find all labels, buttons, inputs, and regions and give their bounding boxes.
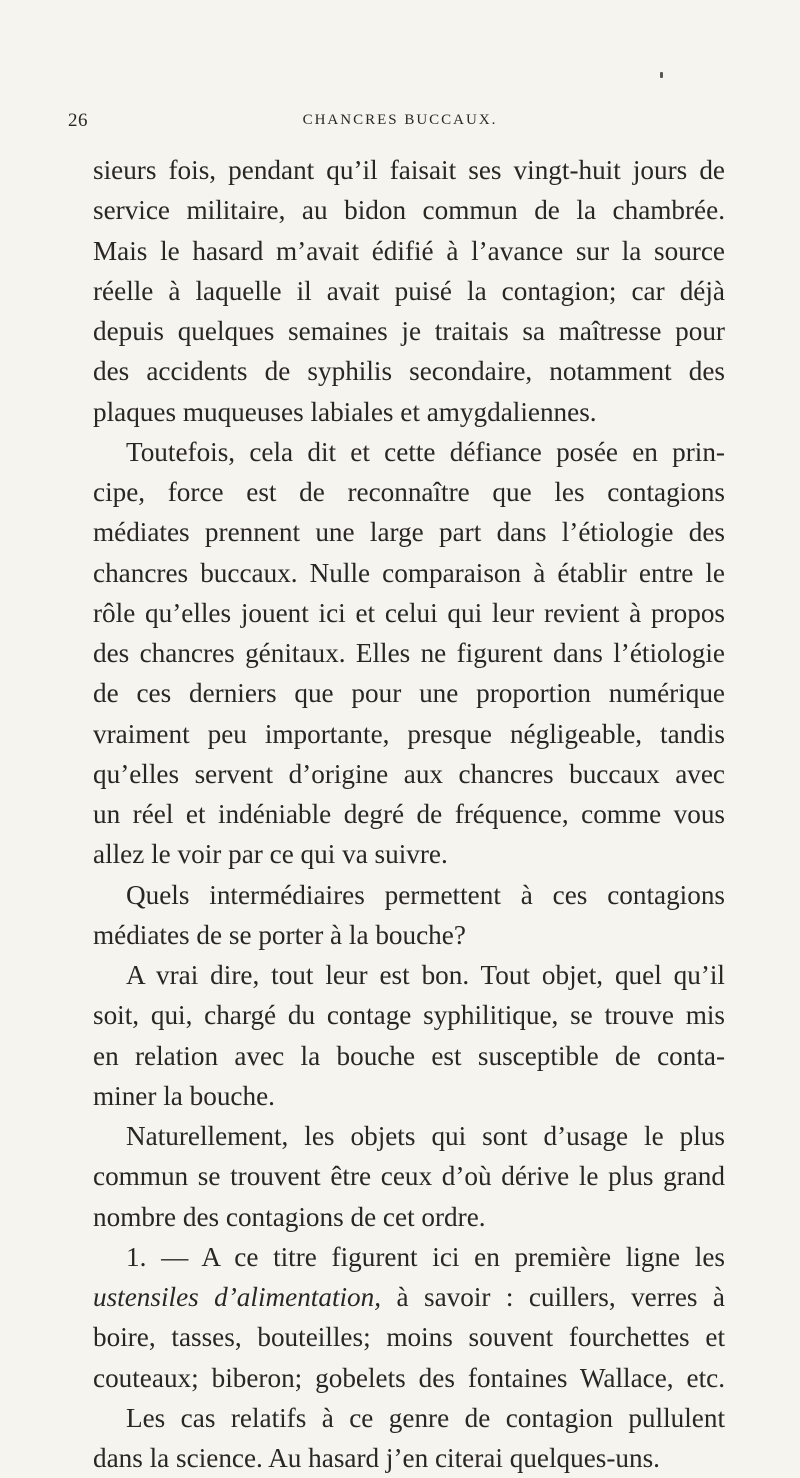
text-line: soit, qui, chargé du contage syphilitique, se trouve mis [93,1000,725,1031]
text-line: réelle à laquelle il avait puisé la contagion; car déjà [93,275,725,306]
ink-speck [660,72,663,78]
text-line: de ces derniers que pour une proportion numérique [93,678,725,709]
body-text [93,150,725,1478]
text-line: service militaire, au bidon commun de la chambrée. [93,195,725,226]
text-line: A vrai dire, tout leur est bon. Tout objet, quel qu’il [126,960,725,990]
text-line: dans la science. Au hasard j’en citerai quelques-uns. [93,1443,660,1473]
text-line: en relation avec la bouche est susceptible de conta- [93,1040,725,1071]
text-line: chancres buccaux. Nulle comparaison à établir entre le [93,557,725,588]
italic-phrase: ustensiles d’alimentation, [93,1282,382,1312]
text-line: un réel et indéniable degré de fréquence, comme vous [93,799,725,829]
text-line: des chancres génitaux. Elles ne figurent dans l’étiologie [93,638,725,668]
text-line: Toutefois, cela dit et cette défiance posée en prin- [126,436,725,467]
text-line: vraiment peu importante, presque négligeable, tandis [93,718,725,749]
text-line: cipe, force est de reconnaître que les contagions [93,477,725,507]
text-line: Quels intermédiaires permettent à ces contagions [126,879,725,910]
text-line: Les cas relatifs à ce genre de contagion pullulent [126,1402,725,1433]
text-fragment: à savoir : cuillers, verres à [396,1282,726,1312]
text-line: Mais le hasard m’avait édifié à l’avance sur la source [93,235,725,266]
text-line: miner la bouche. [93,1080,275,1111]
text-line: des accidents de syphilis secondaire, notamment des [93,356,725,387]
text-line: couteaux; biberon; gobelets des fontaines Wallace, etc. [93,1362,725,1393]
running-head: CHANCRES BUCCAUX. [302,112,498,128]
text-line: boire, tasses, bouteilles; moins souvent fourchettes et [93,1322,725,1353]
text-line: qu’elles servent d’origine aux chancres buccaux avec [93,758,725,789]
text-line: allez le voir par ce qui va suivre. [93,839,448,870]
text-line: sieurs fois, pendant qu’il faisait ses vingt-huit jours de [93,155,725,185]
text-line: depuis quelques semaines je traitais sa maîtresse pour [93,316,725,346]
text-line: médiates de se porter à la bouche? [93,919,466,950]
text-line: commun se trouvent être ceux d’où dérive le plus grand [93,1161,725,1192]
text-line: rôle qu’elles jouent ici et celui qui leur revient à propos [93,597,725,628]
text-line [93,1277,725,1317]
text-line: nombre des contagions de cet ordre. [93,1201,486,1232]
text-line: médiates prennent une large part dans l’étiologie des [93,517,725,548]
page-number: 26 [68,110,88,131]
text-line: Naturellement, les objets qui sont d’usage le plus [126,1121,725,1151]
text-line: 1. — A ce titre figurent ici en première ligne les [126,1241,725,1272]
text-line: plaques muqueuses labiales et amygdaliennes. [93,396,597,427]
